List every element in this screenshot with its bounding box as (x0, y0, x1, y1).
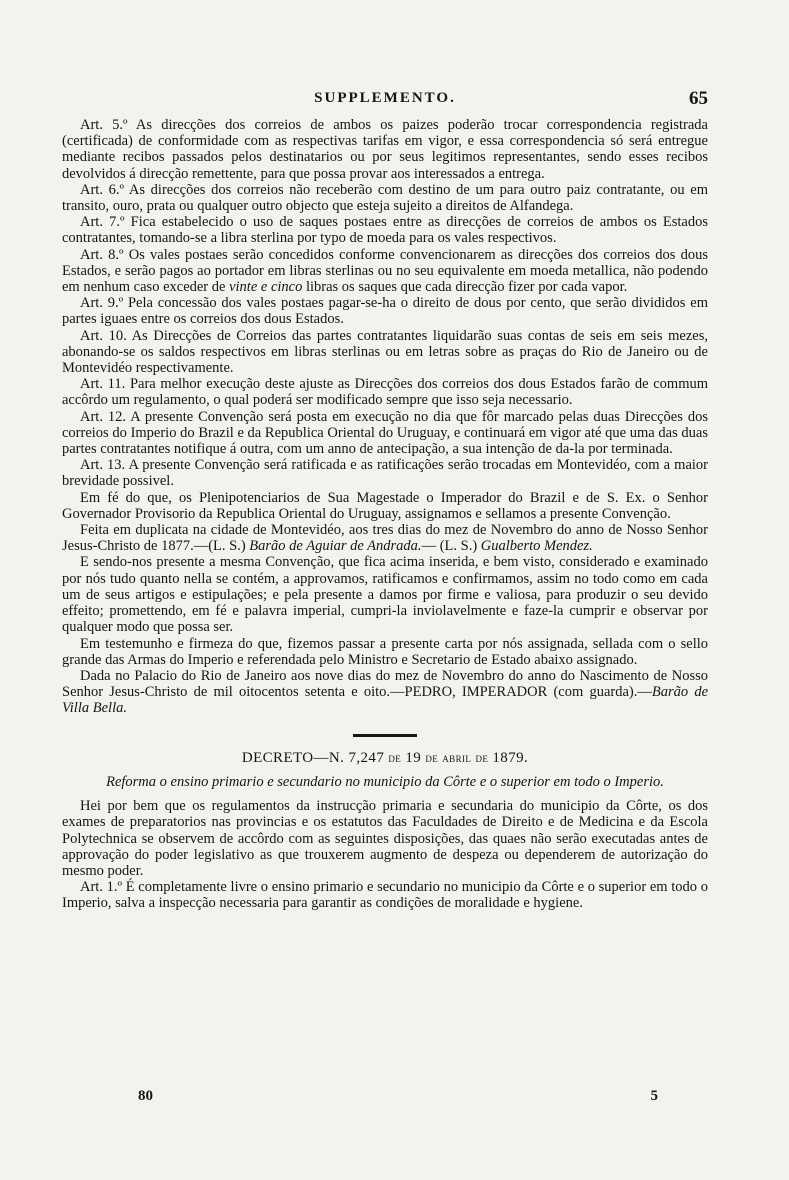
decree-year: 1879. (492, 749, 529, 766)
decree-title-de: de (425, 749, 439, 765)
paragraph-art-7: Art. 7.º Fica estabelecido o uso de saques postaes entre as direcções de correios de ambos os Estados contratantes, tomando-se a libra sterlina por typo de moeda para os vales respectivos. (62, 214, 708, 247)
paragraph-art-9: Art. 9.º Pela concessão dos vales postaes pagar-se-ha o direito de dous por cento, que serão divididos em partes iguaes entre os correios dos dous Estados. (62, 295, 708, 328)
body-text (62, 117, 708, 912)
decree-day: 19 (405, 749, 422, 766)
paragraph-em-fe: Em fé do que, os Plenipotenciarios de Sua Magestade o Imperador do Brazil e de S. Ex. o Senhor Governador Provisorio da Republica Oriental do Uruguay, assignamos e sellamos a presente Convenção. (62, 489, 708, 522)
paragraph-art-11: Art. 11. Para melhor execução deste ajuste as Direcções dos correios dos dous Estados farão de commum accôrdo um regulamento, o qual poderá ser modificado sempre que isso seja necessario. (62, 376, 708, 409)
paragraph-testemunho: Em testemunho e firmeza do que, fizemos passar a presente carta por nós assignada, sellada com o sello grande das Armas do Imperio e referendada pelo Ministro e Secretario de Estado abaixo assignado. (62, 635, 708, 668)
paragraph-signing (62, 522, 708, 554)
decree-month: abril (442, 749, 472, 765)
page-header (62, 88, 708, 110)
paragraph-ratification: E sendo-nos presente a mesma Convenção, que fica acima inserida, e bem visto, considerado e examinado por nós tudo quanto nella se contém, a approvamos, ratificamos e confirmamos, assim no todo como em cada um de seus artigos e estipulações; e pela presente a damos por firme e valiosa, para produzir o seu devido effeito; promettendo, em fé e palavra imperial, cumpri-la inviolavelmente e faze-la cumprir e observar por qualquer modo que possa ser. (62, 554, 708, 636)
signature-mark-left: 80 (138, 1088, 153, 1104)
decree-art-1: Art. 1.º É completamente livre o ensino primario e secundario no municipio da Côrte e o superior em todo o Imperio, salva a inspecção necessaria para garantir as condições de moralidade e hygiene. (62, 879, 708, 912)
signing-text: Feita em duplicata na cidade de Montevidéo, aos tres dias do mez de Novembro do anno de Nosso Senhor Jesus-Christo de 1877.—(L. S.) (62, 522, 708, 555)
decree-preamble: Hei por bem que os regulamentos da instrucção primaria e secundaria do municipio da Côrte, os dos exames de preparatorios nas provincias e os estatutos das Faculdades de Direito e de Medicina e da Escola Polytechnica se observem de accôrdo com as seguintes disposições, das quaes não serão executadas antes de approvação do poder legislativo as que trouxerem augmento de despeza ou dependerem de autorização do mesmo poder. (62, 798, 708, 880)
art-8-amount: vinte e cinco (229, 279, 303, 296)
decree-title (62, 750, 708, 766)
signatory-aguiar: Barão de Aguiar de Andrada. (249, 538, 422, 555)
paragraph-art-12: Art. 12. A presente Convenção será posta em execução no dia que fôr marcado pelas duas Direcções dos correios do Imperio do Brazil e da Republica Oriental do Uruguay, e continuará em vigor até que uma das duas partes contratantes notifique á outra, com um anno de antecipação, a sua intenção de da-la por terminada. (62, 408, 708, 458)
paragraph-art-5: Art. 5.º As direcções dos correios de ambos os paizes poderão trocar correspondencia registrada (certificada) de conformidade com as respectivas tarifas em vigor, e essa correspondencia só será entregue mediante recibos passados pelos destinatarios ou por seus legitimos representantes, sendo esses recibos devolvidos á direcção remettente, para que possa provar aos interessados a entrega. (62, 117, 708, 182)
section-divider (353, 734, 417, 737)
running-head: SUPPLEMENTO. (314, 90, 456, 106)
decree-title-de: de (475, 749, 489, 765)
signatory-villa-bella: Barão de Villa Bella. (62, 684, 708, 717)
decree-title-de: de (388, 749, 402, 765)
paragraph-art-6: Art. 6.º As direcções dos correios não receberão com destino de um para outro paiz contratante, ou em transito, ouro, prata ou qualquer outro objecto que esteja sujeito a direitos de Alfandega. (62, 181, 708, 215)
decree-number: DECRETO—N. 7,247 (241, 749, 385, 766)
art-8-text: Art. 8.º Os vales postaes serão concedidos conforme convencionarem as direcções dos correios dos dous Estados, e serão pagos ao portador em libras sterlinas ou no seu equivalente em moeda metallica, não podendo em nenhum caso exceder de (62, 246, 708, 296)
signature-mark-right: 5 (650, 1088, 658, 1104)
paragraph-art-13: Art. 13. A presente Convenção será ratificada e as ratificações serão trocadas em Montevidéo, com a maior brevidade possivel. (62, 457, 708, 490)
signing-middle: — (L. S.) (421, 538, 478, 555)
paragraph-art-10: Art. 10. As Direcções de Correios das partes contratantes liquidarão suas contas de seis em seis mezes, abonando-se os saldos respectivos em libras sterlinas ou em letras sobre as praças do Rio de Janeiro ou de Montevidéo respectivamente. (62, 327, 708, 377)
decree-summary: Reforma o ensino primario e secundario no municipio da Côrte e o superior em todo o Imperio. (106, 773, 664, 790)
closing-text: Dada no Palacio do Rio de Janeiro aos nove dias do mez de Novembro do anno do Nascimento de Nosso Senhor Jesus-Christo de mil oitocentos setenta e oito.—PEDRO, IMPERADOR (com guarda).— (62, 667, 708, 701)
page-footer (138, 1088, 658, 1108)
page-number: 65 (689, 88, 708, 109)
paragraph-closing (62, 668, 708, 717)
paragraph-art-8 (62, 247, 708, 296)
signatory-mendez: Gualberto Mendez. (480, 538, 593, 555)
art-8-text-end: libras os saques que cada direcção fizer por cada vapor. (305, 279, 628, 296)
